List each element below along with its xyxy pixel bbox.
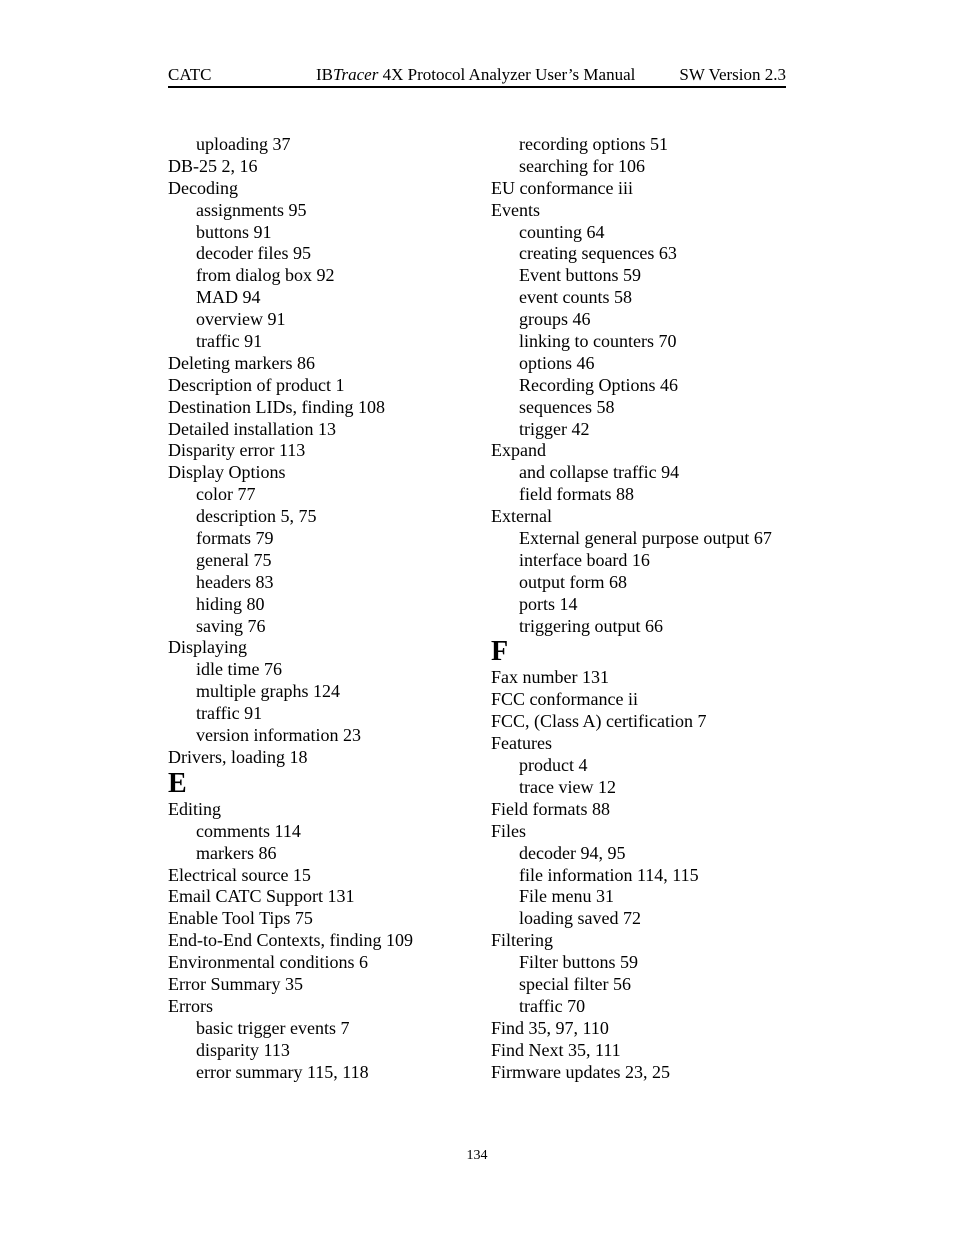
index-entry: Display Options bbox=[168, 462, 286, 483]
index-subentry: sequences 58 bbox=[519, 396, 615, 417]
index-subentry: searching for 106 bbox=[519, 155, 645, 176]
index-subentry: buttons 91 bbox=[196, 221, 272, 242]
index-subentry: and collapse traffic 94 bbox=[519, 462, 680, 483]
index-entry: End-to-End Contexts, finding 109 bbox=[168, 930, 413, 951]
index-subentry: uploading 37 bbox=[196, 134, 291, 154]
index-subentry: ports 14 bbox=[519, 593, 578, 614]
index-subentry: field formats 88 bbox=[519, 484, 634, 505]
header-title-italic: Tracer bbox=[333, 65, 379, 84]
index-subentry: version information 23 bbox=[196, 725, 361, 746]
index-subentry: interface board 16 bbox=[519, 549, 650, 570]
index-subentry: multiple graphs 124 bbox=[196, 681, 340, 702]
index-subentry: trace view 12 bbox=[519, 776, 616, 797]
index-subentry: color 77 bbox=[196, 484, 256, 505]
index-entry: Find Next 35, 111 bbox=[491, 1039, 621, 1060]
index-entry: Expand bbox=[491, 440, 546, 461]
page-header bbox=[168, 64, 786, 88]
index-entry: Filtering bbox=[491, 930, 553, 951]
header-title bbox=[316, 64, 635, 86]
index-subentry: MAD 94 bbox=[196, 287, 261, 308]
index-subentry: traffic 91 bbox=[196, 331, 263, 352]
index-entry: Editing bbox=[168, 798, 221, 819]
index-subentry: error summary 115, 118 bbox=[196, 1061, 369, 1082]
index-subentry: comments 114 bbox=[196, 820, 301, 841]
index-subentry: headers 83 bbox=[196, 571, 274, 592]
index-entry: Disparity error 113 bbox=[168, 440, 306, 461]
index-subentry: description 5, 75 bbox=[196, 506, 317, 527]
index-entry: Electrical source 15 bbox=[168, 864, 311, 885]
index-subentry: Recording Options 46 bbox=[519, 374, 678, 395]
index-column-right bbox=[491, 134, 791, 1083]
index-subentry: trigger 42 bbox=[519, 418, 590, 439]
index-entry: Firmware updates 23, 25 bbox=[491, 1061, 670, 1082]
index-entry: External bbox=[491, 506, 552, 527]
index-entry: Email CATC Support 131 bbox=[168, 886, 355, 907]
index-subentry: event counts 58 bbox=[519, 287, 632, 308]
index-entry: DB-25 2, 16 bbox=[168, 155, 258, 176]
index-subentry: File menu 31 bbox=[519, 886, 614, 907]
index-entry: EU conformance iii bbox=[491, 177, 633, 198]
index-subentry: file information 114, 115 bbox=[519, 864, 699, 885]
index-entry: Detailed installation 13 bbox=[168, 418, 336, 439]
page-number: 134 bbox=[466, 1148, 488, 1163]
index-subentry: triggering output 66 bbox=[519, 615, 663, 636]
index-subentry: special filter 56 bbox=[519, 973, 631, 994]
index-entry: Features bbox=[491, 733, 552, 754]
index-subentry: traffic 70 bbox=[519, 995, 586, 1016]
index-entry: Deleting markers 86 bbox=[168, 352, 315, 373]
index-entry: FCC conformance ii bbox=[491, 689, 638, 710]
index-subentry: output form 68 bbox=[519, 571, 627, 592]
index-subentry: groups 46 bbox=[519, 309, 591, 330]
index-column-left bbox=[168, 134, 468, 1083]
index-entry: Environmental conditions 6 bbox=[168, 952, 368, 973]
header-title-suffix: 4X Protocol Analyzer User’s Manual bbox=[378, 65, 636, 84]
index-entry: Fax number 131 bbox=[491, 667, 609, 688]
index-subentry: traffic 91 bbox=[196, 703, 263, 724]
index-subentry: disparity 113 bbox=[196, 1039, 290, 1060]
index-entry: Displaying bbox=[168, 637, 247, 658]
index-entry: Files bbox=[491, 820, 527, 841]
index-subentry: decoder files 95 bbox=[196, 243, 311, 264]
index-entry: Destination LIDs, finding 108 bbox=[168, 396, 385, 417]
index-subentry: hiding 80 bbox=[196, 593, 265, 614]
index-subentry: general 75 bbox=[196, 549, 272, 570]
index-subentry: counting 64 bbox=[519, 221, 605, 242]
index-entry: Errors bbox=[168, 995, 213, 1016]
index-subentry: basic trigger events 7 bbox=[196, 1017, 350, 1038]
index-entry: Decoding bbox=[168, 177, 238, 198]
index-subentry: Filter buttons 59 bbox=[519, 952, 639, 973]
index-subentry: creating sequences 63 bbox=[519, 243, 677, 264]
index-subentry: recording options 51 bbox=[519, 134, 668, 154]
index-entry: Description of product 1 bbox=[168, 374, 345, 395]
index-subentry: formats 79 bbox=[196, 528, 274, 549]
index-subentry: loading saved 72 bbox=[519, 908, 641, 929]
index-subentry: markers 86 bbox=[196, 842, 277, 863]
header-company: CATC bbox=[168, 65, 212, 84]
index-entry: Events bbox=[491, 199, 540, 220]
index-subentry: linking to counters 70 bbox=[519, 331, 677, 352]
index-subentry: assignments 95 bbox=[196, 199, 307, 220]
index-subentry: idle time 76 bbox=[196, 659, 282, 680]
index-entry: Field formats 88 bbox=[491, 798, 610, 819]
index-subentry: Event buttons 59 bbox=[519, 265, 641, 286]
index-entry: Enable Tool Tips 75 bbox=[168, 908, 313, 929]
index-subentry: options 46 bbox=[519, 352, 595, 373]
header-title-prefix: IB bbox=[316, 65, 333, 84]
index-subentry: saving 76 bbox=[196, 615, 266, 636]
index-entry: Error Summary 35 bbox=[168, 973, 303, 994]
section-letter: E bbox=[168, 767, 187, 799]
header-version: SW Version 2.3 bbox=[679, 65, 786, 84]
index-subentry: External general purpose output 67 bbox=[519, 528, 772, 549]
index-entry: Drivers, loading 18 bbox=[168, 746, 308, 767]
index-subentry: decoder 94, 95 bbox=[519, 842, 626, 863]
index-subentry: from dialog box 92 bbox=[196, 265, 335, 286]
section-letter: F bbox=[491, 636, 509, 668]
index-entry: Find 35, 97, 110 bbox=[491, 1017, 609, 1038]
index-entry: FCC, (Class A) certification 7 bbox=[491, 711, 707, 732]
index-subentry: overview 91 bbox=[196, 309, 286, 330]
index-subentry: product 4 bbox=[519, 755, 588, 776]
